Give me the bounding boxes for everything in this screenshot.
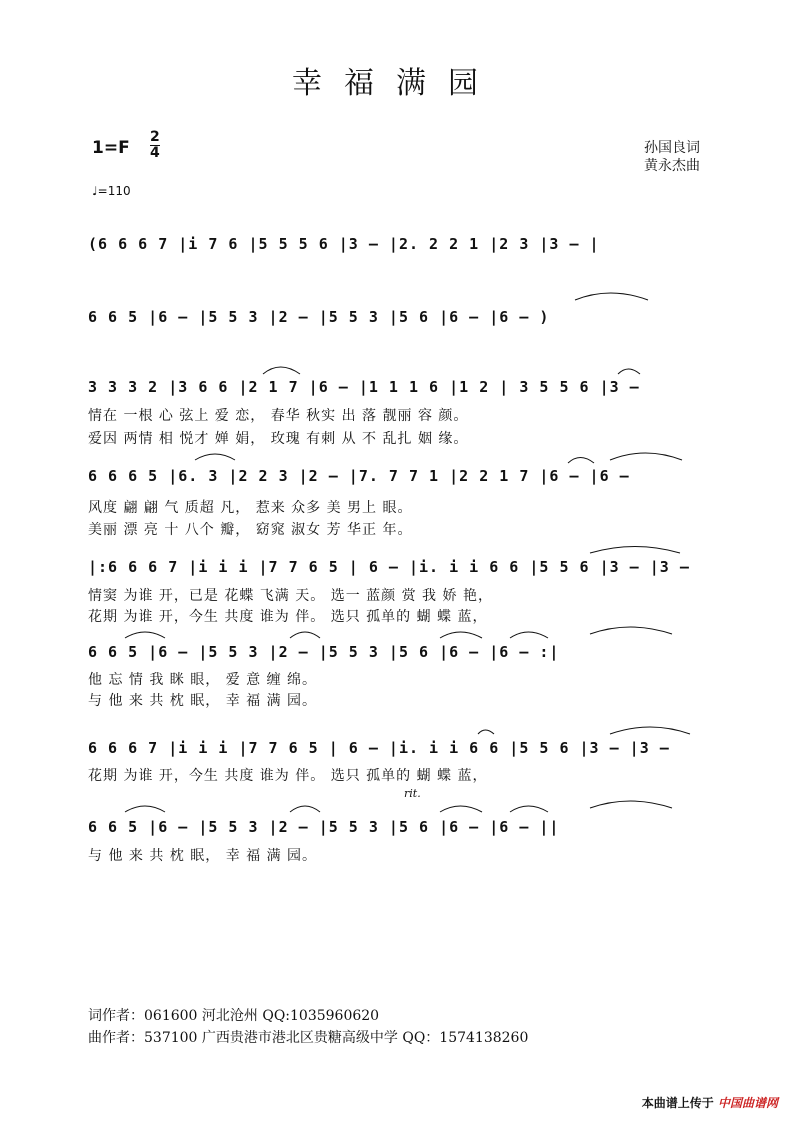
notation-row-3: 3 3 3 2 |3 6 6 |2 1 7 |6 – |1 1 1 6 |1 2 | 3 5 5 6 |3 – — [88, 378, 640, 396]
notation-row-8: 6 6 5 |6 – |5 5 3 |2 – |5 5 3 |5 6 |6 – |6 – || — [88, 818, 560, 836]
composer-credit: 黄永杰曲 — [644, 158, 700, 174]
lyric-row-4-verse-2: 美丽 漂 亮 十 八个 瓣， 窈窕 淑女 芳 华正 年。 — [88, 522, 413, 538]
slur-mark — [125, 632, 165, 638]
notation-row-4: 6 6 6 5 |6. 3 |2 2 3 |2 – |7. 7 7 1 |2 2 1 7 |6 – |6 – — [88, 467, 630, 485]
notation-row-2: 6 6 5 |6 – |5 5 3 |2 – |5 5 3 |5 6 |6 – |6 – ) — [88, 308, 550, 326]
key-signature: 1=F — [92, 138, 130, 158]
site-prefix: 本曲谱上传于 — [641, 1096, 714, 1110]
slur-mark — [590, 801, 672, 808]
tempo-marking: ♩=110 — [92, 184, 131, 198]
slur-mark — [440, 806, 482, 812]
time-signature-bottom: 4 — [150, 145, 160, 161]
slur-mark — [610, 453, 682, 460]
slur-mark — [195, 454, 235, 460]
slur-mark — [290, 632, 320, 638]
composer-info: 曲作者：537100 广西贵港市港北区贵糖高级中学 QQ：1574138260 — [88, 1030, 529, 1046]
slur-mark — [263, 367, 300, 374]
lyric-row-3-verse-1: 情在 一根 心 弦上 爱 恋， 春华 秋实 出 落 靓丽 容 颜。 — [88, 408, 469, 424]
slur-mark — [610, 727, 690, 734]
lyric-row-7-verse-1: 花期 为谁 开，今生 共度 谁为 伴。 选只 孤单的 蝴 蝶 蓝， — [88, 768, 488, 784]
slur-mark — [590, 547, 680, 554]
slur-mark — [575, 293, 648, 300]
notation-row-5: |:6 6 6 7 |i i i |7 7 6 5 | 6 – |i. i i 6 6 |5 5 6 |3 – |3 – — [88, 558, 690, 576]
notation-row-1: (6 6 6 7 |i 7 6 |5 5 5 6 |3 – |2. 2 2 1 |2 3 |3 – | — [88, 235, 600, 253]
lyric-row-6-verse-1: 他 忘 情 我 眯 眼， 爱 意 缠 绵。 — [88, 672, 318, 688]
ritardando-marking: rit. — [404, 787, 421, 800]
lyricist-info: 词作者：061600 河北沧州 QQ:1035960620 — [88, 1008, 380, 1024]
lyric-row-5-verse-2: 花期 为谁 开，今生 共度 谁为 伴。 选只 孤单的 蝴 蝶 蓝， — [88, 609, 488, 625]
slur-mark — [590, 627, 672, 634]
lyric-row-6-verse-2: 与 他 来 共 枕 眠， 幸 福 满 园。 — [88, 693, 318, 709]
lyric-row-5-verse-1: 情窦 为谁 开，已是 花蝶 飞满 天。 选一 蓝颜 赏 我 娇 艳， — [88, 588, 493, 604]
notation-row-6: 6 6 5 |6 – |5 5 3 |2 – |5 5 3 |5 6 |6 – |6 – :| — [88, 643, 560, 661]
slur-mark — [510, 632, 548, 638]
slur-mark — [440, 632, 482, 638]
notation-row-7: 6 6 6 7 |i i i |7 7 6 5 | 6 – |i. i i 6 6 |5 5 6 |3 – |3 – — [88, 739, 670, 757]
lyricist-credit: 孙国良词 — [644, 140, 700, 156]
lyric-row-8-verse-1: 与 他 来 共 枕 眠， 幸 福 满 园。 — [88, 848, 318, 864]
time-signature-top: 2 — [150, 129, 160, 145]
slur-mark — [618, 369, 640, 374]
slur-mark — [125, 806, 165, 812]
song-title: 幸福满园 — [292, 66, 500, 101]
lyric-row-3-verse-2: 爱因 两情 相 悦才 婵 娟， 玫瑰 有刺 从 不 乱扎 姻 缘。 — [88, 431, 469, 447]
site-watermark[interactable] — [642, 1094, 778, 1111]
slur-mark — [290, 806, 320, 812]
lyric-row-4-verse-1: 风度 翩 翩 气 质超 凡， 惹来 众多 美 男上 眼。 — [88, 500, 413, 516]
slur-mark — [568, 458, 594, 464]
slur-mark — [510, 806, 548, 812]
slur-mark — [478, 730, 494, 734]
site-logo: 中国曲谱网 — [717, 1096, 778, 1110]
